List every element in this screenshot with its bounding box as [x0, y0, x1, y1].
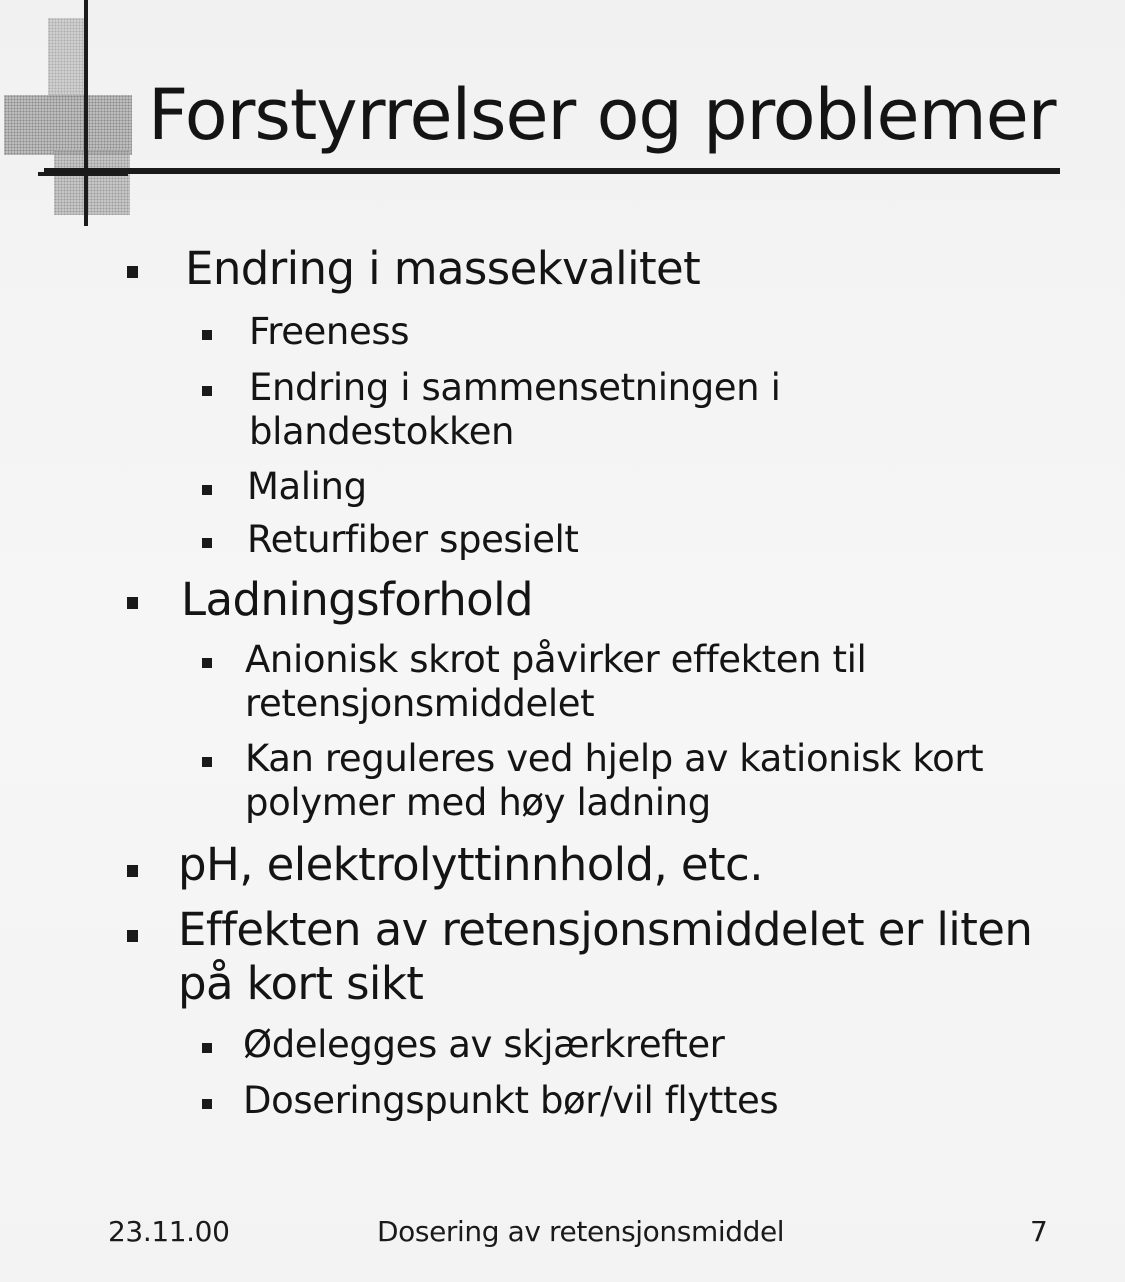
- sub-bullet-item-maling: [202, 465, 367, 509]
- decoration-shade-bottom: [54, 150, 130, 215]
- sub-bullet-marker: [202, 538, 212, 548]
- sub-bullet-item-doseringspunkt: [202, 1079, 778, 1123]
- sub-bullet-text: Doseringspunkt bør/vil flyttes: [243, 1079, 779, 1122]
- footer-page-number: 7: [1030, 1215, 1048, 1248]
- sub-bullet-item-returfiber: [202, 518, 579, 562]
- bullet-item-ph-elektrolytt: [127, 838, 763, 892]
- sub-bullet-marker: [202, 1099, 212, 1109]
- sub-bullet-text: Maling: [247, 465, 367, 508]
- bullet-text-continued: på kort sikt: [178, 957, 424, 1010]
- title-underline-rule: [44, 168, 1060, 174]
- sub-bullet-marker: [202, 485, 212, 495]
- footer-title: Dosering av retensjonsmiddel: [377, 1215, 785, 1248]
- bullet-text: pH, elektrolyttinnhold, etc.: [178, 838, 763, 891]
- bullet-item-endring-massekvalitet: [127, 242, 700, 296]
- sub-bullet-marker: [202, 658, 212, 668]
- sub-bullet-text-continued: polymer med høy ladning: [245, 781, 711, 824]
- bullet-text: Effekten av retensjonsmiddelet er liten: [178, 903, 1033, 956]
- sub-bullet-item-odelegges: [202, 1023, 725, 1067]
- bullet-item-effekten-retensjonsmiddelet: [127, 903, 1032, 1011]
- corner-decoration-graphic: [0, 0, 160, 230]
- sub-bullet-text: Kan reguleres ved hjelp av kationisk kort: [245, 737, 984, 780]
- sub-bullet-marker: [202, 386, 212, 396]
- sub-bullet-text-continued: blandestokken: [249, 410, 515, 453]
- sub-bullet-item-anionisk-skrot: [202, 638, 866, 726]
- decoration-shade-middle: [4, 95, 132, 155]
- sub-bullet-text: Ødelegges av skjærkrefter: [243, 1023, 725, 1066]
- sub-bullet-text: Endring i sammensetningen i: [249, 366, 781, 409]
- footer-date: 23.11.00: [108, 1215, 230, 1248]
- bullet-marker: [127, 266, 138, 278]
- decoration-shade-top: [48, 18, 84, 98]
- sub-bullet-item-kan-reguleres: [202, 737, 983, 825]
- sub-bullet-marker: [202, 757, 212, 767]
- sub-bullet-marker: [202, 1043, 212, 1053]
- sub-bullet-text: Freeness: [249, 310, 410, 353]
- bullet-marker: [127, 865, 138, 877]
- slide-title: Forstyrrelser og problemer: [148, 74, 1056, 156]
- sub-bullet-marker: [202, 330, 212, 340]
- bullet-text: Endring i massekvalitet: [185, 242, 701, 295]
- sub-bullet-item-sammensetningen: [202, 366, 780, 454]
- bullet-text: Ladningsforhold: [181, 573, 533, 626]
- sub-bullet-item-freeness: [202, 310, 409, 354]
- bullet-marker: [127, 597, 138, 609]
- bullet-marker: [127, 930, 138, 942]
- decoration-vertical-line: [84, 0, 88, 226]
- sub-bullet-text: Anionisk skrot påvirker effekten til: [245, 638, 867, 681]
- sub-bullet-text-continued: retensjonsmiddelet: [245, 682, 595, 725]
- bullet-item-ladningsforhold: [127, 573, 533, 627]
- sub-bullet-text: Returfiber spesielt: [247, 518, 579, 561]
